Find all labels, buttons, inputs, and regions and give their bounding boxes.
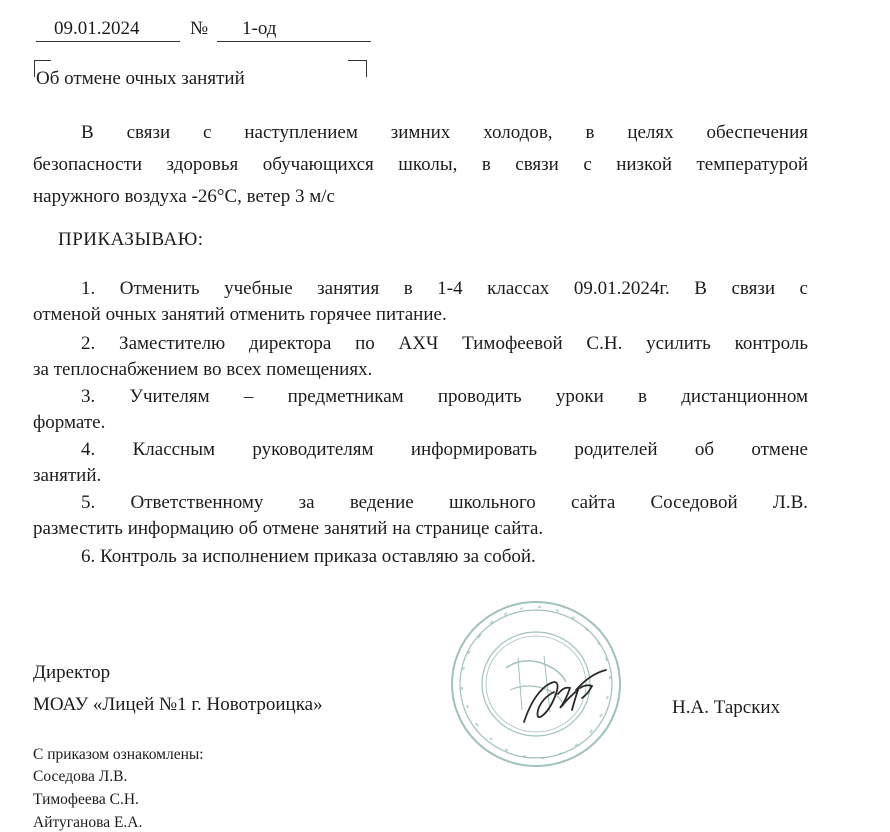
- order-item-line: 1. Отменить учебные занятия в 1-4 классах 09.01.2024г. В связи с: [81, 278, 808, 299]
- order-item-line: 4. Классным руководителям информировать родителей об отмене: [81, 439, 808, 460]
- order-item-line: разместить информацию об отмене занятий на странице сайта.: [33, 518, 544, 539]
- order-subject: Об отмене очных занятий: [36, 68, 245, 89]
- acknowledgement-heading: С приказом ознакомлены:: [33, 746, 204, 763]
- order-item-line: 2. Заместителю директора по АХЧ Тимофеевой С.Н. усилить контроль: [81, 333, 808, 354]
- order-heading: ПРИКАЗЫВАЮ:: [58, 229, 204, 250]
- subject-corner-right: [348, 60, 367, 77]
- order-date: 09.01.2024: [54, 18, 140, 39]
- number-sign: №: [190, 18, 209, 39]
- order-item-line: 3. Учителям – предметникам проводить уроки в дистанционном: [81, 386, 808, 407]
- signatory-role: Директор: [33, 662, 111, 683]
- date-underline: [36, 41, 180, 42]
- number-underline: [217, 41, 371, 42]
- preamble-line: В связи с наступлением зимних холодов, в целях обеспечения: [81, 122, 808, 143]
- acknowledgement-name: Тимофеева С.Н.: [33, 791, 139, 808]
- order-item-line: занятий.: [33, 465, 102, 486]
- handwritten-signature-icon: [520, 664, 612, 732]
- order-number: 1-од: [242, 18, 277, 39]
- preamble-line: наружного воздуха -26°С, ветер 3 м/с: [33, 186, 335, 207]
- order-item-line: формате.: [33, 412, 106, 433]
- signatory-name: Н.А. Тарских: [672, 697, 781, 718]
- order-item-line: 6. Контроль за исполнением приказа оставляю за собой.: [81, 546, 536, 567]
- order-item-line: 5. Ответственному за ведение школьного сайта Соседовой Л.В.: [81, 492, 808, 513]
- order-item-line: отменой очных занятий отменить горячее питание.: [33, 304, 447, 325]
- acknowledgement-name: Соседова Л.В.: [33, 768, 128, 785]
- acknowledgement-name: Айтуганова Е.А.: [33, 814, 143, 831]
- order-item-line: за теплоснабжением во всех помещениях.: [33, 359, 373, 380]
- preamble-line: безопасности здоровья обучающихся школы, в связи с низкой температурой: [33, 154, 808, 175]
- signatory-organization: МОАУ «Лицей №1 г. Новотроицка»: [33, 694, 323, 715]
